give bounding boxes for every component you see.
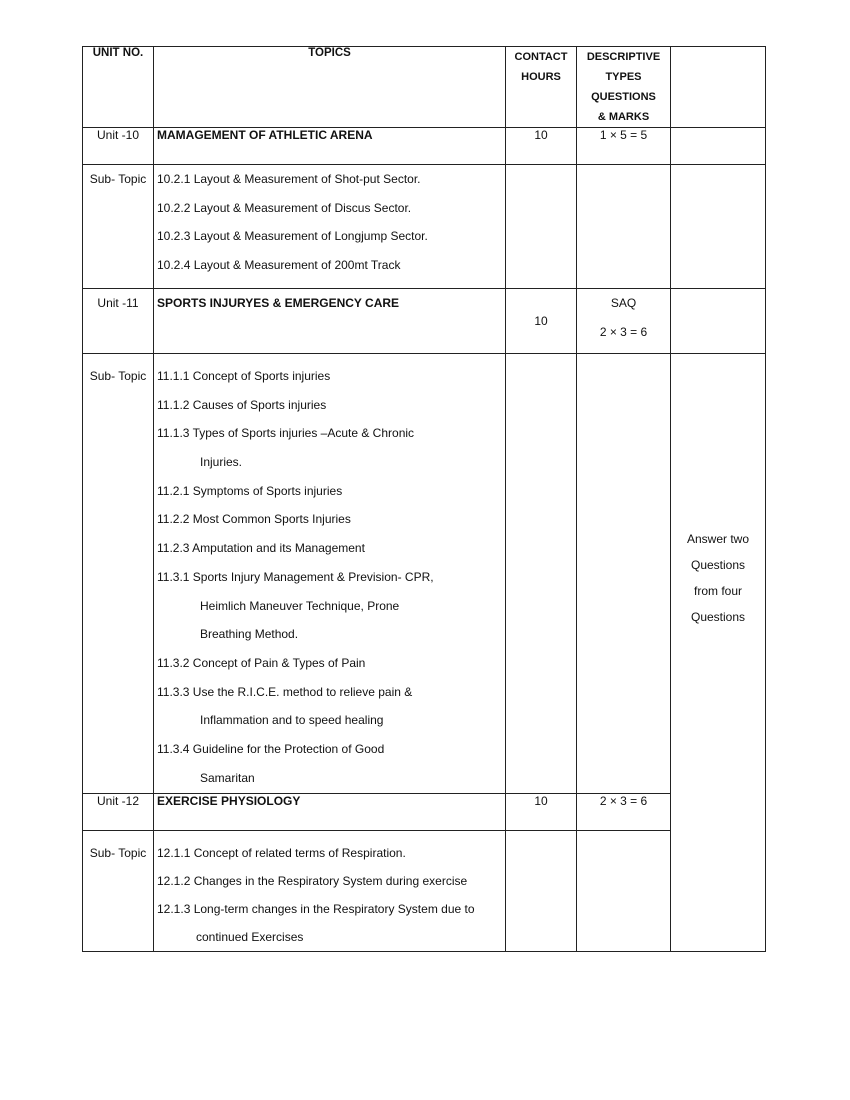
header-unit-no: UNIT NO. [83, 47, 154, 128]
subtopic-list [154, 165, 506, 289]
syllabus-table [82, 46, 766, 952]
remarks-note: Questions [690, 558, 746, 572]
subtopic-row-10 [83, 165, 766, 289]
subtopic-list [154, 354, 506, 794]
unit-title: SPORTS INJURYES & EMERGENCY CARE [154, 289, 506, 354]
list-item: 11.3.3 Use the R.I.C.E. method to relieve pain & [157, 684, 413, 699]
list-item: 11.3.2 Concept of Pain & Types of Pain [157, 655, 366, 670]
list-item: 11.2.2 Most Common Sports Injuries [157, 512, 351, 527]
remarks-note: from four [693, 584, 742, 598]
subtopic-row-11 [83, 354, 766, 794]
unit-marks: 1 × 5 = 5 [577, 128, 671, 165]
list-item: 11.3.1 Sports Injury Management & Prevision- CPR, [157, 569, 434, 584]
list-item: 11.1.3 Types of Sports injuries –Acute & Chronic [157, 426, 415, 441]
remarks-note: Answer two [686, 532, 750, 546]
list-item: 12.1.3 Long-term changes in the Respiratory System due to [157, 902, 475, 916]
subtopic-row-12 [83, 831, 766, 952]
unit-marks: SAQ 2 × 3 = 6 [577, 289, 671, 354]
list-item: 11.1.2 Causes of Sports injuries [157, 397, 327, 412]
unit-hours: 10 [506, 289, 577, 354]
list-item: 11.2.1 Symptoms of Sports injuries [157, 483, 343, 498]
list-item: 10.2.1 Layout & Measurement of Shot-put Sector. [157, 172, 421, 186]
subtopic-label: Sub- Topic [83, 831, 154, 952]
unit-hours: 10 [506, 128, 577, 165]
list-item: Breathing Method. [200, 627, 299, 642]
unit-label: Unit -10 [83, 128, 154, 165]
unit-title: MAMAGEMENT OF ATHLETIC ARENA [154, 128, 506, 165]
list-item: Injuries. [200, 455, 243, 470]
list-item: 12.1.2 Changes in the Respiratory System during exercise [157, 874, 468, 888]
subtopic-label: Sub- Topic [83, 165, 154, 289]
list-item: Inflammation and to speed healing [200, 713, 384, 728]
subtopic-list [154, 831, 506, 952]
unit-title: EXERCISE PHYSIOLOGY [154, 794, 506, 831]
list-item: 10.2.2 Layout & Measurement of Discus Sector. [157, 200, 412, 215]
list-item: 11.1.1 Concept of Sports injuries [157, 369, 331, 383]
unit-label: Unit -11 [83, 289, 154, 354]
list-item: Heimlich Maneuver Technique, Prone [200, 598, 400, 613]
list-item: 11.3.4 Guideline for the Protection of Good [157, 741, 385, 756]
remarks-note: Questions [690, 610, 746, 624]
unit-marks: 2 × 3 = 6 [577, 794, 671, 831]
header-contact-hours: CONTACT HOURS [506, 47, 577, 128]
header-topics: TOPICS [154, 47, 506, 128]
unit-label: Unit -12 [83, 794, 154, 831]
list-item: 11.2.3 Amputation and its Management [157, 541, 365, 556]
list-item: 10.2.3 Layout & Measurement of Longjump Sector. [157, 229, 428, 244]
unit-hours: 10 [506, 794, 577, 831]
unit-row-11 [83, 289, 766, 354]
list-item: 12.1.1 Concept of related terms of Respiration. [157, 846, 406, 860]
header-row [83, 47, 766, 128]
list-item: Samaritan [200, 770, 255, 785]
subtopic-label: Sub- Topic [83, 354, 154, 794]
header-descriptive: DESCRIPTIVE TYPES QUESTIONS & MARKS [577, 47, 671, 128]
header-blank [671, 47, 766, 128]
list-item: 10.2.4 Layout & Measurement of 200mt Track [157, 258, 401, 273]
unit-row-10 [83, 128, 766, 165]
remarks-cell [671, 128, 766, 165]
list-item: continued Exercises [196, 930, 304, 944]
remarks-note-cell [671, 354, 766, 952]
unit-row-12 [83, 794, 766, 831]
